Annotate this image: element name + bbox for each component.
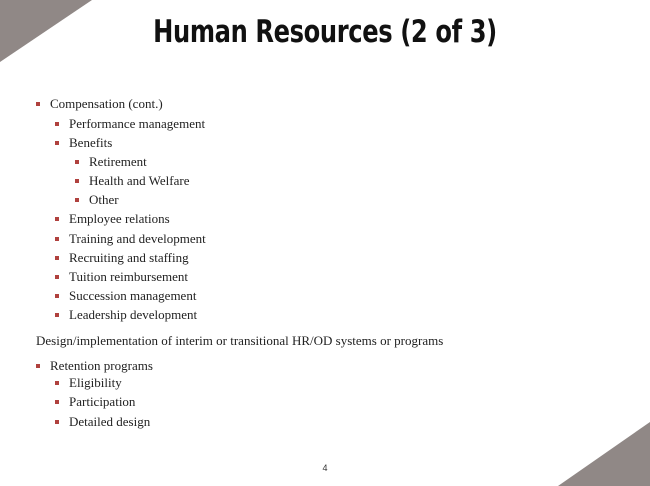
list-item-text: Training and development: [69, 231, 206, 246]
list-item: [55, 394, 135, 410]
list-item: [55, 269, 188, 285]
list-item-text: Employee relations: [69, 211, 170, 226]
bullet-icon: [55, 256, 59, 260]
list-item: [36, 358, 153, 374]
bullet-icon: [55, 400, 59, 404]
list-item-text: Compensation (cont.): [50, 96, 163, 111]
list-item-text: Benefits: [69, 135, 113, 150]
list-item-text: Participation: [69, 394, 136, 409]
list-item: [55, 375, 122, 391]
bullet-icon: [55, 122, 59, 126]
list-item-text: Retirement: [89, 154, 147, 169]
list-item: [75, 154, 147, 170]
bullet-icon: [75, 198, 79, 202]
bullet-icon: [75, 179, 79, 183]
bullet-icon: [55, 313, 59, 317]
list-item: [75, 192, 119, 208]
bullet-icon: [36, 364, 40, 368]
bullet-icon: [36, 102, 40, 106]
bullet-icon: [55, 294, 59, 298]
list-item: [55, 414, 150, 430]
page-number: 4: [322, 463, 328, 473]
list-item-text: Other: [89, 192, 119, 207]
bullet-icon: [55, 141, 59, 145]
list-item: [55, 211, 170, 227]
list-item: [55, 288, 196, 304]
list-item-text: Recruiting and staffing: [69, 250, 189, 265]
list-item-text: Performance management: [69, 116, 206, 131]
list-item: [75, 173, 190, 189]
bullet-icon: [55, 275, 59, 279]
list-item: [55, 135, 112, 151]
list-item: [55, 250, 189, 266]
bullet-icon: [55, 420, 59, 424]
list-item-text: Leadership development: [69, 307, 198, 322]
bullet-icon: [75, 160, 79, 164]
list-item-text: Retention programs: [50, 358, 153, 373]
list-item-text: Health and Welfare: [89, 173, 190, 188]
list-item-text: Tuition reimbursement: [69, 269, 189, 284]
list-item: [36, 96, 163, 112]
list-item-text: Eligibility: [69, 375, 122, 390]
list-item: [55, 231, 206, 247]
slide-title: Human Resources (2 of 3): [153, 14, 497, 50]
bullet-icon: [55, 217, 59, 221]
list-item-text: Detailed design: [69, 414, 151, 429]
list-item: [55, 307, 197, 323]
list-item-text: Succession management: [69, 288, 197, 303]
paragraph-design-implementation: Design/implementation of interim or transitional HR/OD systems or programs: [36, 333, 444, 348]
bullet-icon: [55, 237, 59, 241]
bullet-icon: [55, 381, 59, 385]
list-item: [55, 116, 205, 132]
